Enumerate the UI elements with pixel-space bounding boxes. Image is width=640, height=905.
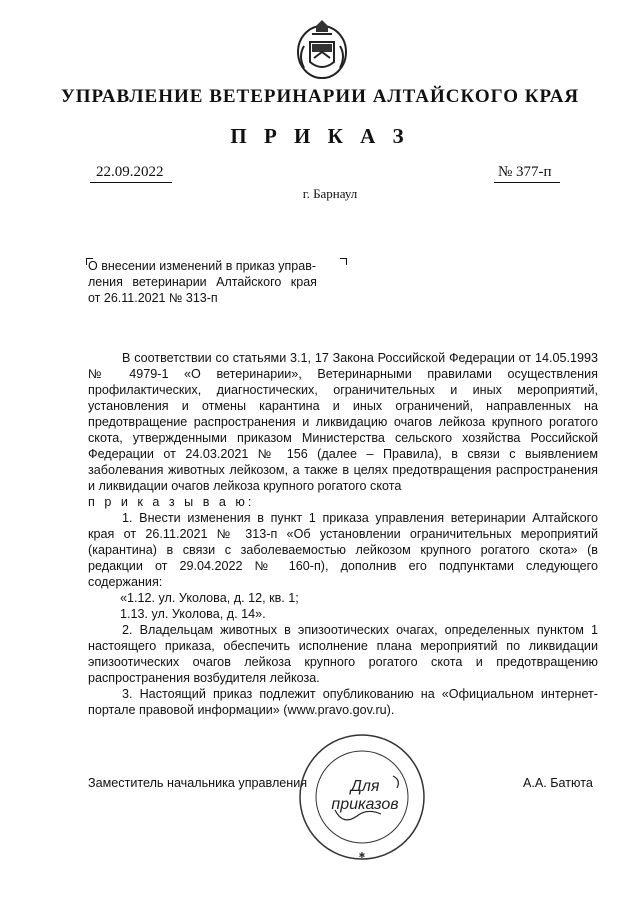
item-2-paragraph: 2. Владельцам животных в эпизоотических очагах, определенных пунктом 1 настоящего приказа, обеспечить исполнение плана мероприятий по ликвидации эпизоотических очагов лейкоза крупного рогатого скота и предотвращению распространения возбудителя лейкоза. [88,623,598,685]
organization-title: УПРАВЛЕНИЕ ВЕТЕРИНАРИИ АЛТАЙСКОГО КРАЯ [60,86,580,107]
item-1-paragraph: 1. Внести изменения в пункт 1 приказа управления ветеринарии Алтайского края от 26.11.2021 № 313-п «Об установлении ограничительных мероприятий (карантина) в связи с заболеваемостью лейкозом крупного рогатого скота» (в редакции от 29.04.2022 № 160-п), дополнив его подпунктами следующего содержания: [88,511,598,589]
subject-line: ления ветеринарии Алтайского края [88,275,317,289]
svg-text:✱: ✱ [358,851,366,860]
preamble-paragraph: В соответствии со статьями 3.1, 17 Закона Российской Федерации от 14.05.1993 № 4979-1 «О ветеринарии», Ветеринарными правилами осуществления профилактических, диагностических, ограничительных и иных мероприятий, установления и отмены карантина и иных ограничений, направленных на предотвращение распространения и ликвидацию очагов лейкоза крупного рогатого скота, утвержденными приказом Министерства сельского хозяйства Российской Федерации от 24.03.2021 № 156 (далее – Правила), в связи с выявлением заболевания животных лейкозом, а также в целях предотвращения распространения и ликвидации очагов лейкоза крупного рогатого скота [88,351,598,493]
subject-line: О внесении изменений в приказ управ- [88,259,316,273]
document-number: № 377-п [494,164,560,183]
document-body [88,350,598,718]
document-type: П Р И К А З [230,124,410,148]
signatory-position: Заместитель начальника управления [88,776,308,790]
stamp-line: Для [350,778,380,795]
document-city: г. Барнаул [302,186,358,201]
document-date: 22.09.2022 [90,164,172,183]
subitem-1-12: «1.12. ул. Уколова, д. 12, кв. 1; [120,591,299,605]
subject-line: от 26.11.2021 № 313-п [88,291,218,305]
item-3-paragraph: 3. Настоящий приказ подлежит опубликованию на «Официальном интернет-портале правовой информации» (www.pravo.gov.ru). [88,687,598,717]
signatory-name: А.А. Батюта [523,776,593,790]
order-word: п р и к а з ы в а ю: [88,495,255,509]
coat-of-arms-emblem [290,16,354,84]
subject-block [88,258,350,306]
stamp-line: приказов [331,796,399,813]
stamp-center-text [320,778,410,814]
subitem-1-13: 1.13. ул. Уколова, д. 14». [120,607,266,621]
